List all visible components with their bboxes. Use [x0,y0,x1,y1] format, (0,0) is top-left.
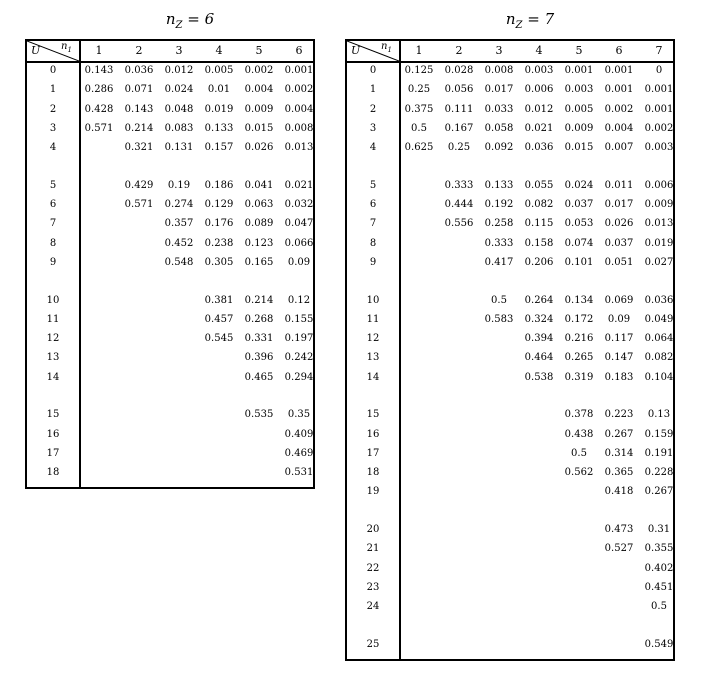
probability-cell: 0.006 [524,84,554,96]
probability-cell: 0.017 [484,84,514,96]
u-value: 3 [369,122,377,134]
probability-cell: 0.548 [164,256,194,268]
u-value: 17 [46,447,60,459]
probability-cell: 0.036 [524,142,554,153]
u-value: 14 [46,371,60,383]
probability-cell: 0.31 [647,524,671,535]
u-value: 18 [46,467,60,478]
probability-cell: 0.333 [444,179,474,191]
title-var: n [505,10,516,28]
probability-cell: 0 [655,65,663,76]
probability-cell: 0.131 [164,142,194,153]
u-value: 9 [49,256,57,268]
probability-cell: 0.028 [444,65,474,76]
probability-cell: 0.007 [604,142,634,153]
probability-cell: 0.036 [124,65,154,76]
u-value: 3 [49,122,57,134]
u-value: 25 [366,638,380,650]
u-value: 11 [366,313,380,325]
u-value: 16 [366,428,380,440]
u-value: 2 [369,103,377,115]
column-header: 2 [135,44,143,57]
column-header: 5 [575,44,583,57]
u-value: 12 [366,333,380,344]
probability-cell: 0.314 [604,447,634,459]
probability-cell: 0.143 [124,103,154,115]
probability-cell: 0.294 [284,371,314,383]
probability-cell: 0.324 [524,313,554,325]
probability-cell: 0.5 [491,294,507,306]
probability-cell: 0.129 [204,199,234,210]
probability-cell: 0.428 [84,103,114,115]
probability-cell: 0.375 [404,103,434,115]
probability-cell: 0.015 [244,122,274,134]
probability-cell: 0.381 [204,294,234,306]
probability-cell: 0.047 [284,218,314,230]
probability-cell: 0.157 [204,142,234,153]
u-value: 11 [46,313,60,325]
probability-cell: 0.017 [604,199,634,210]
u-value: 23 [366,581,380,593]
probability-cell: 0.165 [244,256,274,268]
u-value: 5 [49,179,57,191]
probability-cell: 0.167 [444,122,474,134]
probability-cell: 0.004 [244,84,274,96]
probability-cell: 0.147 [604,352,634,364]
u-value: 18 [366,467,380,478]
probability-cell: 0.104 [644,371,674,383]
probability-cell: 0.223 [604,409,634,421]
u-value: 0 [369,65,377,76]
probability-cell: 0.402 [644,562,674,574]
title-nz6 [140,10,240,31]
probability-cell: 0.473 [604,524,634,535]
probability-cell: 0.004 [604,122,634,134]
probability-cell: 0.396 [244,352,274,364]
probability-cell: 0.024 [564,179,594,191]
u-value: 8 [49,237,57,249]
probability-cell: 0.216 [564,333,594,344]
column-header: 6 [295,44,303,57]
column-header: 1 [95,44,103,57]
column-header: 4 [215,44,223,57]
column-header: 3 [495,44,503,57]
probability-cell: 0.056 [444,84,474,96]
probability-cell: 0.005 [204,65,234,76]
probability-cell: 0.009 [644,199,674,210]
u-value: 1 [49,84,57,96]
probability-cell: 0.265 [564,352,594,364]
probability-cell: 0.319 [564,371,594,383]
probability-cell: 0.192 [484,199,514,210]
probability-cell: 0.09 [607,313,631,325]
probability-cell: 0.003 [524,65,554,76]
probability-cell: 0.242 [284,352,314,364]
u-value: 21 [366,543,380,555]
probability-cell: 0.002 [284,84,314,96]
n1-header-label [381,41,392,54]
u-value: 8 [369,237,377,249]
probability-cell: 0.457 [204,313,234,325]
probability-cell: 0.429 [124,179,154,191]
probability-cell: 0.01 [207,84,231,96]
u-value: 6 [49,199,57,210]
title-sub: Z [175,20,183,31]
table-nz7 [345,39,675,661]
probability-cell: 0.001 [644,103,674,115]
u-value: 7 [369,218,377,230]
u-value: 5 [369,179,377,191]
probability-cell: 0.465 [244,371,274,383]
u-value: 10 [46,294,60,306]
probability-cell: 0.159 [644,428,674,440]
probability-cell: 0.133 [484,179,514,191]
probability-cell: 0.464 [524,352,554,364]
n-sub: 1 [387,46,392,54]
probability-cell: 0.001 [564,65,594,76]
probability-cell: 0.35 [287,409,311,421]
probability-cell: 0.12 [287,294,311,306]
probability-cell: 0.063 [244,199,274,210]
column-header: 4 [535,44,543,57]
probability-cell: 0.134 [564,294,594,306]
u-value: 7 [49,218,57,230]
probability-cell: 0.064 [644,333,674,344]
probability-cell: 0.024 [164,84,194,96]
probability-cell: 0.003 [644,142,674,153]
probability-cell: 0.006 [644,179,674,191]
probability-cell: 0.133 [204,122,234,134]
probability-cell: 0.19 [167,179,191,191]
probability-cell: 0.143 [84,65,114,76]
probability-cell: 0.055 [524,179,554,191]
u-value: 9 [369,256,377,268]
probability-cell: 0.238 [204,237,234,249]
probability-cell: 0.026 [604,218,634,230]
probability-cell: 0.571 [124,199,154,210]
u-value: 2 [49,103,57,115]
probability-cell: 0.069 [604,294,634,306]
column-header: 5 [255,44,263,57]
u-value: 14 [366,371,380,383]
probability-cell: 0.051 [604,256,634,268]
probability-cell: 0.037 [604,237,634,249]
probability-cell: 0.027 [644,256,674,268]
probability-cell: 0.001 [604,84,634,96]
u-header-label: U [351,44,361,57]
u-value: 15 [46,409,60,421]
probability-cell: 0.394 [524,333,554,344]
probability-cell: 0.549 [644,638,674,650]
probability-cell: 0.001 [644,84,674,96]
probability-cell: 0.037 [564,199,594,210]
probability-cell: 0.033 [484,103,514,115]
probability-cell: 0.214 [124,122,154,134]
probability-cell: 0.535 [244,409,274,421]
probability-cell: 0.008 [484,65,514,76]
u-value: 4 [369,142,377,153]
u-value: 24 [366,601,380,612]
probability-cell: 0.172 [564,313,594,325]
u-value: 1 [369,84,377,96]
probability-cell: 0.321 [124,142,154,153]
probability-cell: 0.444 [444,199,474,210]
u-value: 6 [369,199,377,210]
probability-cell: 0.571 [84,122,114,134]
table-nz6 [25,39,315,489]
n-sub: 1 [67,46,72,54]
probability-cell: 0.019 [204,103,234,115]
probability-cell: 0.197 [284,333,314,344]
probability-cell: 0.228 [644,467,674,478]
probability-cell: 0.021 [284,179,314,191]
probability-cell: 0.417 [484,256,514,268]
probability-cell: 0.438 [564,428,594,440]
probability-cell: 0.331 [244,333,274,344]
probability-cell: 0.005 [564,103,594,115]
u-value: 13 [366,352,380,364]
probability-cell: 0.115 [524,218,554,230]
u-value: 13 [46,352,60,364]
probability-cell: 0.452 [164,237,194,249]
probability-cell: 0.082 [644,352,674,364]
probability-cell: 0.012 [164,65,194,76]
column-header: 6 [615,44,623,57]
probability-cell: 0.527 [604,543,634,555]
probability-cell: 0.625 [404,142,434,153]
probability-cell: 0.021 [524,122,554,134]
probability-cell: 0.082 [524,199,554,210]
probability-cell: 0.009 [564,122,594,134]
probability-cell: 0.058 [484,122,514,134]
column-header: 2 [455,44,463,57]
probability-cell: 0.013 [284,142,314,153]
probability-cell: 0.111 [444,103,474,115]
u-value: 17 [366,447,380,459]
probability-cell: 0.531 [284,467,314,478]
probability-cell: 0.176 [204,218,234,230]
probability-cell: 0.562 [564,467,594,478]
probability-cell: 0.053 [564,218,594,230]
probability-cell: 0.5 [411,122,427,134]
title-var: n [165,10,176,28]
probability-cell: 0.066 [284,237,314,249]
probability-cell: 0.092 [484,142,514,153]
probability-cell: 0.019 [644,237,674,249]
probability-cell: 0.008 [284,122,314,134]
u-value: 19 [366,486,380,498]
probability-cell: 0.378 [564,409,594,421]
u-value: 10 [366,294,380,306]
column-header: 7 [655,44,663,57]
probability-cell: 0.001 [604,65,634,76]
probability-cell: 0.355 [644,543,674,555]
probability-cell: 0.264 [524,294,554,306]
probability-cell: 0.089 [244,218,274,230]
probability-cell: 0.155 [284,313,314,325]
u-value: 0 [49,65,57,76]
probability-cell: 0.002 [644,122,674,134]
column-header: 3 [175,44,183,57]
probability-cell: 0.009 [244,103,274,115]
n-label: n [381,41,388,52]
u-value: 22 [366,562,380,574]
probability-cell: 0.074 [564,237,594,249]
probability-cell: 0.5 [651,601,667,612]
probability-cell: 0.117 [604,333,634,344]
probability-cell: 0.267 [644,486,674,498]
title-sub: Z [515,20,523,31]
probability-cell: 0.041 [244,179,274,191]
probability-cell: 0.333 [484,237,514,249]
probability-cell: 0.002 [244,65,274,76]
probability-cell: 0.556 [444,218,474,230]
probability-cell: 0.101 [564,256,594,268]
probability-cell: 0.305 [204,256,234,268]
probability-cell: 0.125 [404,65,434,76]
probability-cell: 0.5 [571,447,587,459]
probability-cell: 0.049 [644,313,674,325]
probability-cell: 0.274 [164,199,194,210]
n-label: n [61,41,68,52]
probability-cell: 0.286 [84,84,114,96]
probability-cell: 0.123 [244,237,274,249]
title-value: = 6 [187,10,215,28]
probability-cell: 0.183 [604,371,634,383]
probability-cell: 0.013 [644,218,674,230]
u-value: 15 [366,409,380,421]
probability-cell: 0.409 [284,428,314,440]
probability-cell: 0.13 [647,409,671,421]
probability-cell: 0.214 [244,294,274,306]
probability-cell: 0.538 [524,371,554,383]
n1-header-label [61,41,72,54]
probability-cell: 0.036 [644,294,674,306]
probability-cell: 0.003 [564,84,594,96]
probability-cell: 0.002 [604,103,634,115]
probability-cell: 0.206 [524,256,554,268]
probability-cell: 0.451 [644,581,674,593]
probability-cell: 0.418 [604,486,634,498]
title-nz7 [480,10,580,31]
probability-cell: 0.158 [524,237,554,249]
u-value: 12 [46,333,60,344]
probability-cell: 0.25 [447,142,471,153]
probability-cell: 0.191 [644,447,674,459]
probability-cell: 0.25 [407,84,431,96]
probability-cell: 0.09 [287,256,311,268]
probability-cell: 0.004 [284,103,314,115]
probability-cell: 0.258 [484,218,514,230]
probability-cell: 0.083 [164,122,194,134]
probability-cell: 0.015 [564,142,594,153]
probability-cell: 0.545 [204,333,234,344]
u-header-label: U [31,44,41,57]
probability-cell: 0.001 [284,65,314,76]
probability-cell: 0.268 [244,313,274,325]
probability-cell: 0.032 [284,199,314,210]
probability-cell: 0.469 [284,447,314,459]
probability-cell: 0.186 [204,179,234,191]
probability-cell: 0.012 [524,103,554,115]
u-value: 16 [46,428,60,440]
u-value: 20 [366,524,380,535]
title-value: = 7 [527,10,555,28]
probability-cell: 0.071 [124,84,154,96]
probability-cell: 0.365 [604,467,634,478]
probability-cell: 0.583 [484,313,514,325]
probability-cell: 0.267 [604,428,634,440]
u-value: 4 [49,142,57,153]
column-header: 1 [415,44,423,57]
probability-cell: 0.357 [164,218,194,230]
probability-cell: 0.011 [604,179,634,191]
probability-cell: 0.026 [244,142,274,153]
probability-cell: 0.048 [164,103,194,115]
